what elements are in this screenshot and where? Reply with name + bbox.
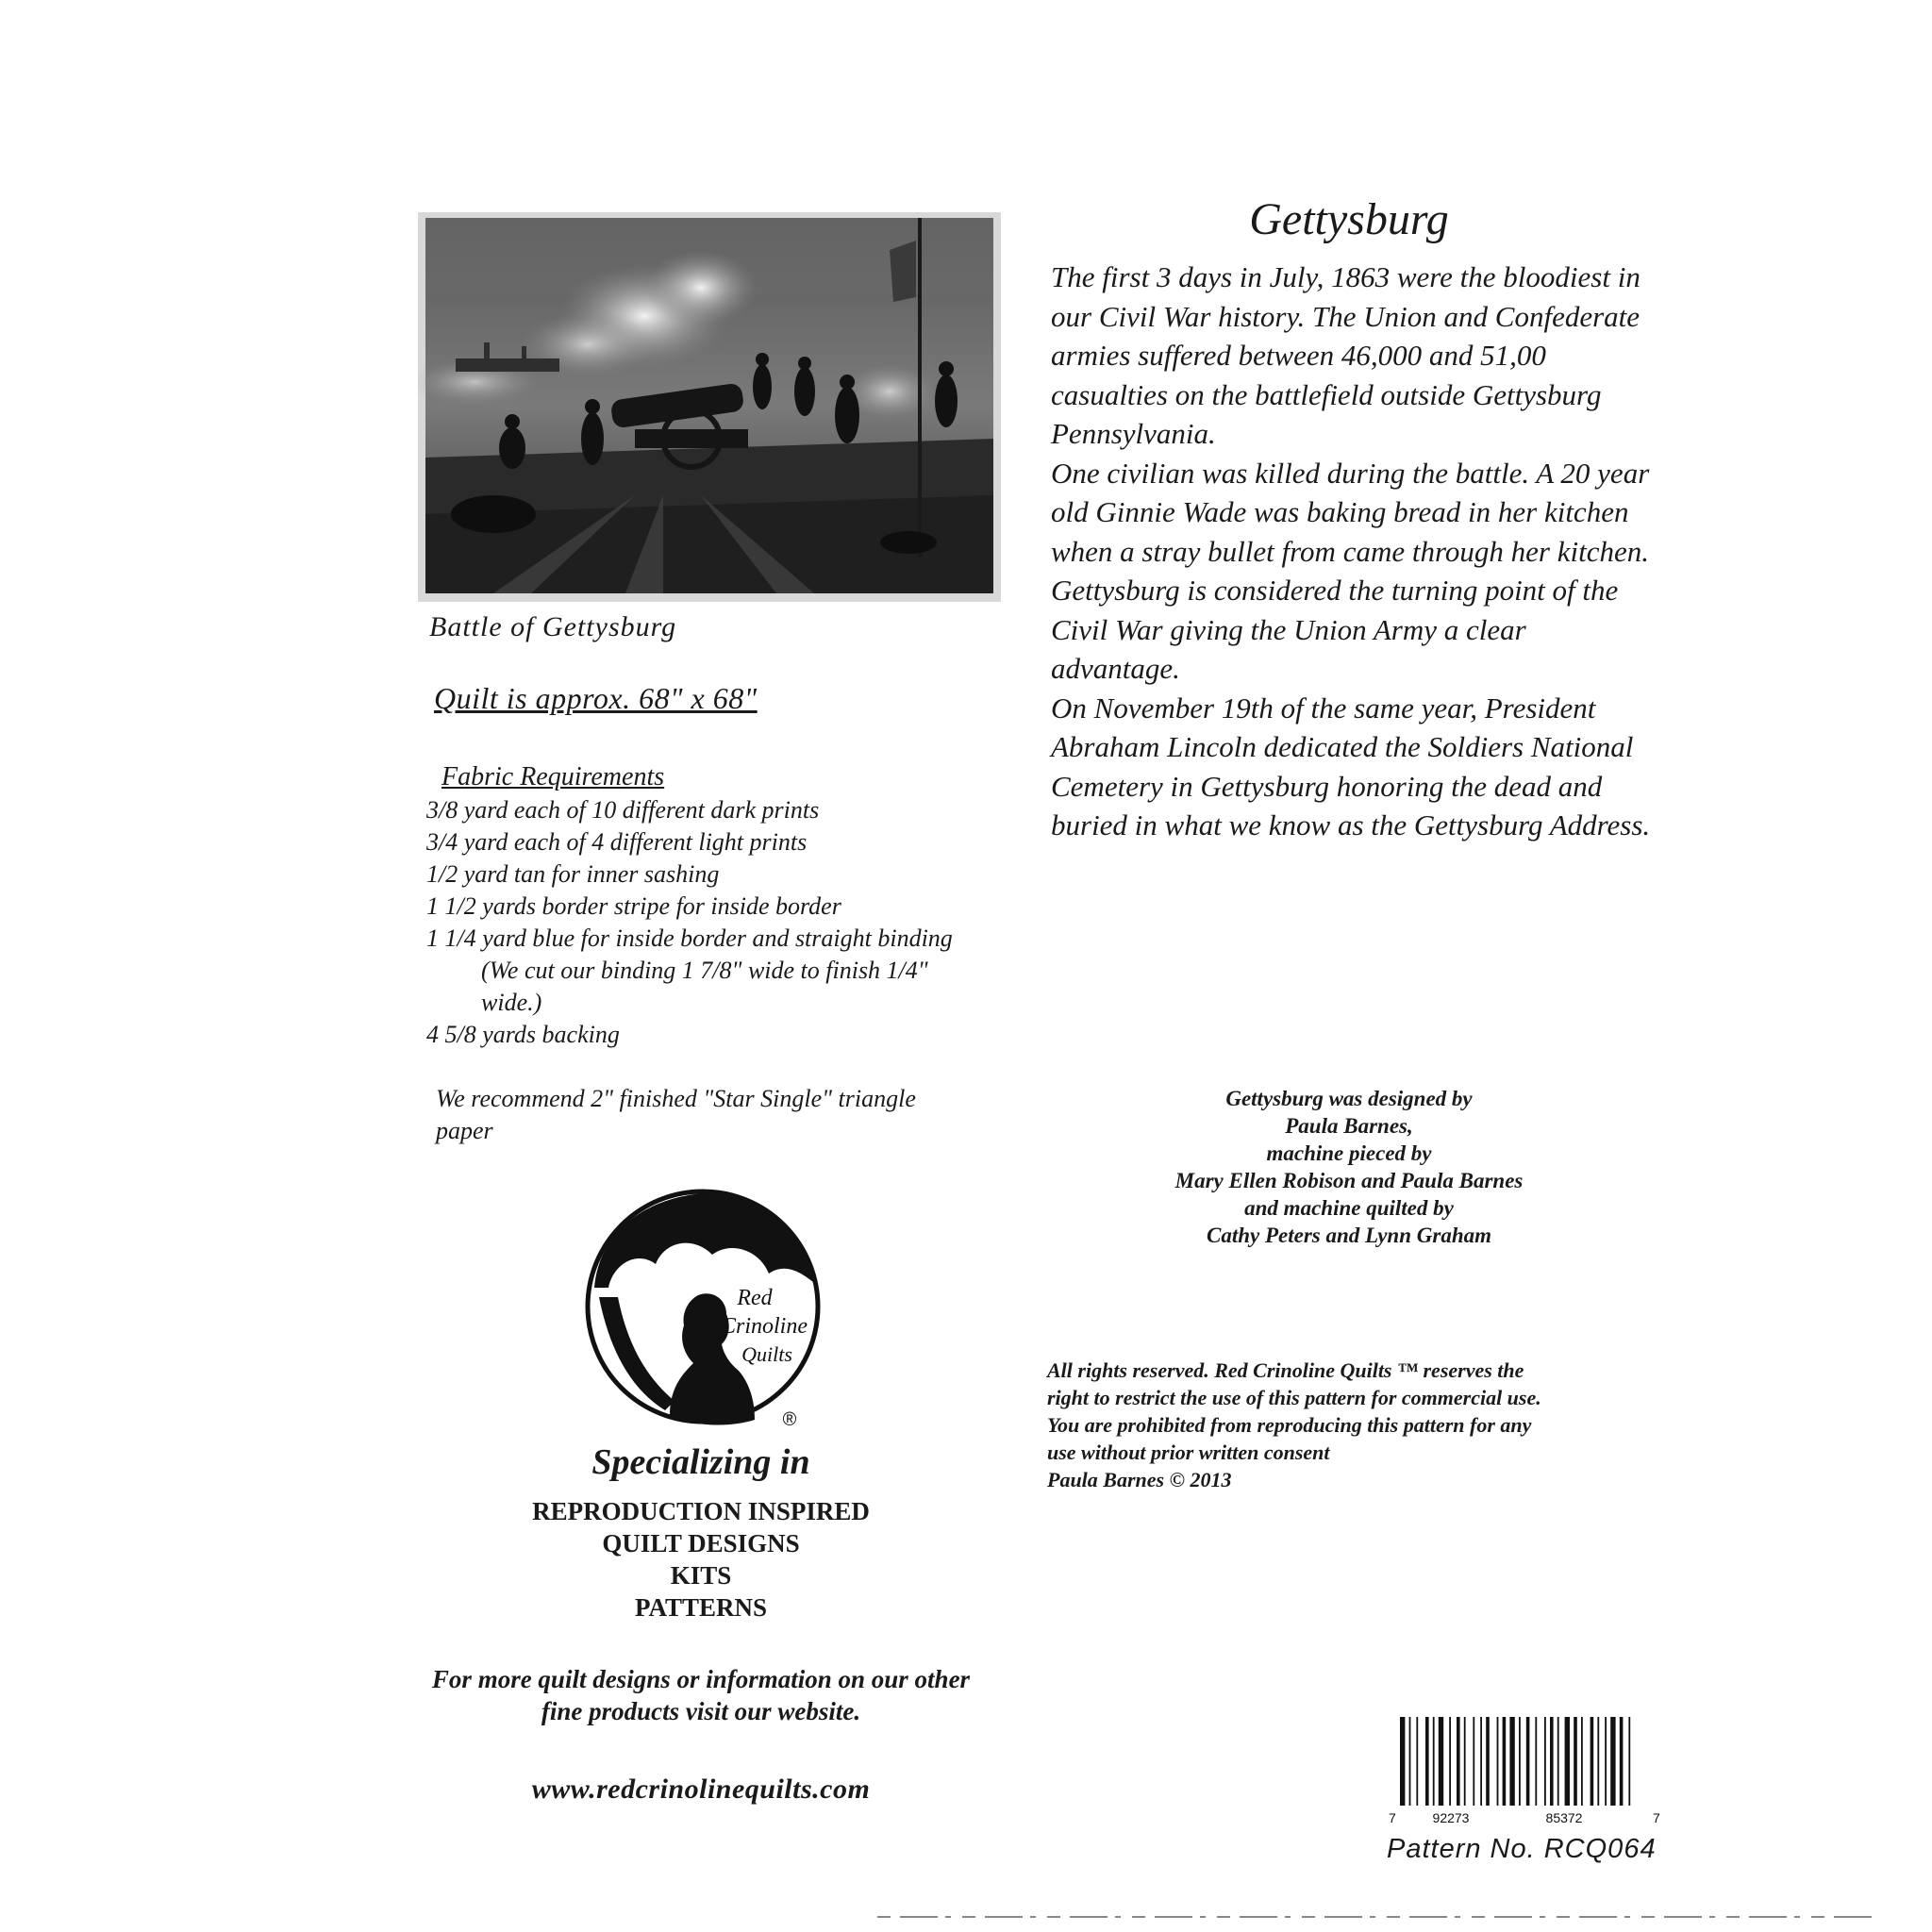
barcode-bar — [1400, 1717, 1405, 1806]
barcode-digit-lead: 7 — [1389, 1810, 1396, 1825]
quilt-size-note: Quilt is approx. 68" x 68" — [434, 681, 758, 715]
more-info-text: For more quilt designs or information on our other fine products visit our website. — [431, 1665, 971, 1725]
rights-line: All rights reserved. Red Crinoline Quilts ™ reserves the — [1047, 1358, 1524, 1382]
barcode-bar — [1597, 1717, 1599, 1806]
services-list — [418, 1495, 984, 1624]
barcode-digits-left: 92273 — [1432, 1810, 1470, 1825]
credit-line: Mary Ellen Robison and Paula Barnes — [1174, 1169, 1524, 1192]
barcode — [1385, 1715, 1663, 1826]
service-item: QUILT DESIGNS — [602, 1529, 800, 1557]
rights-line: Paula Barnes © 2013 — [1047, 1468, 1232, 1491]
barcode-bar — [1550, 1717, 1554, 1806]
fabric-item: 3/8 yard each of 10 different dark prints — [426, 796, 820, 824]
barcode-bar — [1620, 1717, 1624, 1806]
barcode-bar — [1480, 1717, 1482, 1806]
barcode-bar — [1486, 1717, 1490, 1806]
website-url: www.redcrinolinequilts.com — [531, 1774, 871, 1805]
barcode-bar — [1581, 1717, 1583, 1806]
barcode-digits-right: 85372 — [1545, 1810, 1583, 1825]
story-title: Gettysburg — [1249, 194, 1449, 244]
barcode-bar — [1503, 1717, 1507, 1806]
fabric-item: 1 1/2 yards border stripe for inside border — [426, 892, 841, 920]
fabric-requirements-list — [426, 794, 992, 1051]
credit-line: Gettysburg was designed by — [1225, 1087, 1473, 1110]
barcode-bar — [1610, 1717, 1615, 1806]
specializing-heading: Specializing in — [591, 1442, 810, 1482]
fabric-item: 3/4 yard each of 4 different light prints — [426, 828, 808, 856]
registered-mark: ® — [782, 1409, 797, 1430]
story-paragraph: On November 19th of the same year, President Abraham Lincoln dedicated the Soldiers National Cemetery in Gettysburg honoring the dead and buried in what we know as the Gettysburg Address. — [1051, 691, 1651, 841]
rights-line: use without prior written consent — [1047, 1441, 1330, 1464]
barcode-bar — [1544, 1717, 1546, 1806]
barcode-bar — [1464, 1717, 1466, 1806]
rights-line: You are prohibited from reproducing this pattern for any — [1047, 1413, 1532, 1437]
pattern-number: Pattern No. RCQ064 — [1387, 1834, 1657, 1864]
rights-notice — [1047, 1357, 1651, 1493]
barcode-digit-check: 7 — [1653, 1810, 1660, 1825]
barcode-bar — [1605, 1717, 1607, 1806]
barcode-bar — [1535, 1717, 1537, 1806]
barcode-bar — [1433, 1717, 1435, 1806]
barcode-bar — [1473, 1717, 1474, 1806]
credit-line: and machine quilted by — [1244, 1196, 1454, 1220]
barcode-bar — [1416, 1717, 1418, 1806]
design-credits — [1085, 1085, 1613, 1249]
credit-line: machine pieced by — [1266, 1141, 1432, 1165]
story-text — [1051, 258, 1655, 845]
barcode-bar — [1449, 1717, 1451, 1806]
barcode-bar — [1557, 1717, 1559, 1806]
illustration-caption: Battle of Gettysburg — [429, 611, 677, 642]
fabric-requirements-title: Fabric Requirements — [441, 762, 665, 791]
fabric-item: 1/2 yard tan for inner sashing — [426, 860, 720, 888]
barcode-bar — [1565, 1717, 1570, 1806]
barcode-bar — [1519, 1717, 1521, 1806]
barcode-bar — [1457, 1717, 1460, 1806]
barcode-bar — [1439, 1717, 1443, 1806]
credit-line: Cathy Peters and Lynn Graham — [1206, 1224, 1491, 1247]
logo-text-red: Red — [737, 1286, 773, 1310]
barcode-bar — [1591, 1717, 1594, 1806]
service-item: PATTERNS — [634, 1593, 768, 1622]
barcode-bar — [1628, 1717, 1630, 1806]
credit-line: Paula Barnes, — [1285, 1114, 1413, 1138]
barcode-bar — [1526, 1717, 1530, 1806]
fabric-item: 1 1/4 yard blue for inside border and straight binding (We cut our binding 1 7/8" wide to finish 1/4" wide.) — [426, 924, 953, 1016]
story-paragraph: One civilian was killed during the battle. A 20 year old Ginnie Wade was baking bread in her kitchen when a stray bullet from came through her kitchen. — [1051, 456, 1650, 568]
logo-text-crinoline: Crinoline — [720, 1314, 808, 1339]
service-item: KITS — [670, 1561, 732, 1590]
red-crinoline-quilts-logo — [580, 1184, 825, 1439]
scan-artifact-line — [877, 1915, 1877, 1919]
barcode-bar — [1574, 1717, 1577, 1806]
barcode-bar — [1497, 1717, 1499, 1806]
story-paragraph: Gettysburg is considered the turning point of the Civil War giving the Union Army a clear advantage. — [1051, 574, 1619, 685]
barcode-bar — [1425, 1717, 1429, 1806]
barcode-bar — [1509, 1717, 1514, 1806]
barcode-bar — [1409, 1717, 1411, 1806]
service-item: REPRODUCTION INSPIRED — [532, 1497, 870, 1525]
story-paragraph: The first 3 days in July, 1863 were the bloodiest in our Civil War history. The Union and Confederate armies suffered between 46,000 and 51,00 casualties on the battlefield outside Gettysburg Pennsylvania. — [1051, 260, 1641, 450]
fabric-item: 4 5/8 yards backing — [426, 1021, 620, 1048]
battle-illustration — [418, 212, 1001, 602]
logo-text-quilts: Quilts — [741, 1342, 792, 1366]
rights-line: right to restrict the use of this pattern for commercial use. — [1047, 1386, 1541, 1409]
triangle-paper-recommendation: We recommend 2" finished "Star Single" triangle paper — [436, 1085, 916, 1144]
